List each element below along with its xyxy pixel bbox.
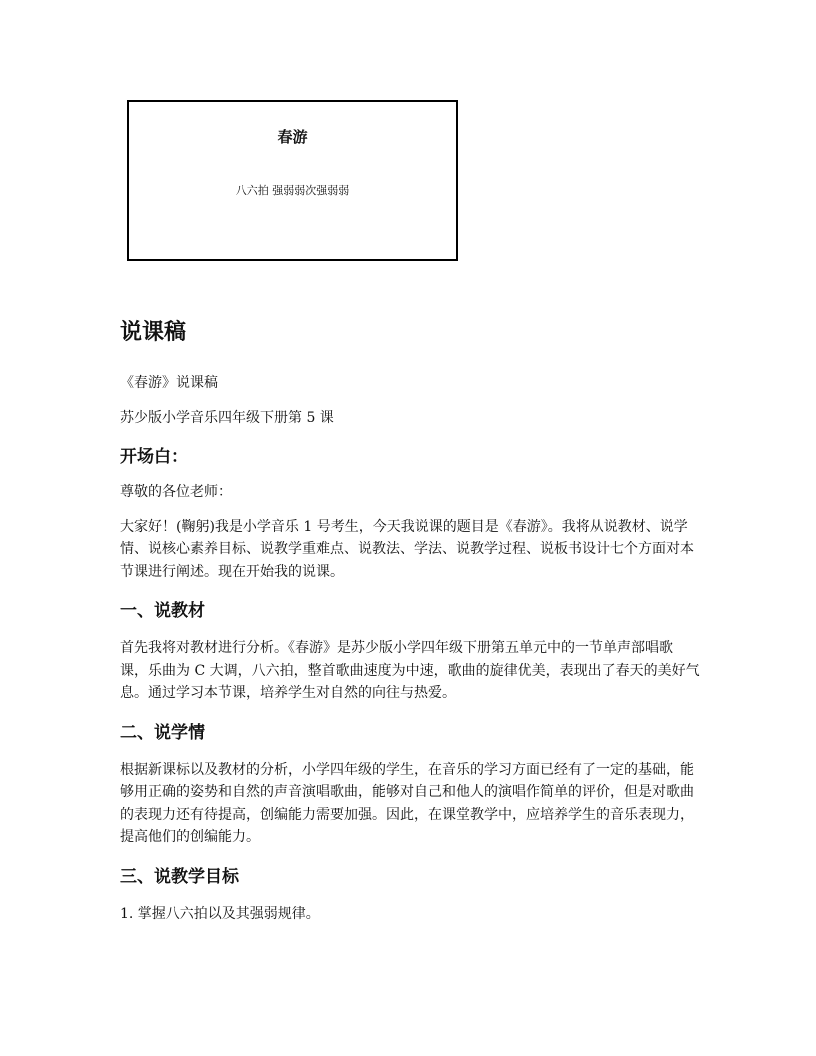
document-heading: 说课稿 <box>120 320 187 345</box>
section-2-paragraph: 根据新课标以及教材的分析，小学四年级的学生，在音乐的学习方面已经有了一定的基础，能够用正确的姿势和自然的声音演唱歌曲，能够对自己和他人的演唱作简单的评价，但是对歌曲的表现力还有待提高，创编能力需要加强。因此，在课堂教学中，应培养学生的音乐表现力，提高他们的创编能力。 <box>120 761 694 845</box>
meter-description: 八六拍 强弱弱次强弱弱 <box>235 184 350 197</box>
lesson-title-line: 《春游》说课稿 <box>120 375 218 391</box>
song-info-box <box>127 100 458 261</box>
intro-paragraph: 大家好！(鞠躬)我是小学音乐 1 号考生，今天我说课的题目是《春游》。我将从说教材、说学情、说核心素养目标、说教学重难点、说教法、学法、说教学过程、说板书设计七个方面对本节课进行阐述。现在开始我的说课。 <box>120 518 694 580</box>
section-1-paragraph: 首先我将对教材进行分析。《春游》是苏少版小学四年级下册第五单元中的一节单声部唱歌课，乐曲为 C 大调，八六拍，整首歌曲速度为中速，歌曲的旋律优美，表现出了春天的美好气息。通过学习本节课，培养学生对自然的向往与热爱。 <box>120 640 700 701</box>
greeting-line: 尊敬的各位老师： <box>120 484 232 500</box>
opening-heading: 开场白： <box>120 447 188 467</box>
section-3-heading: 三、说教学目标 <box>120 866 239 887</box>
document-body <box>120 316 700 937</box>
section-1-heading: 一、说教材 <box>120 601 205 621</box>
textbook-line: 苏少版小学音乐四年级下册第 5 课 <box>120 409 334 426</box>
objective-item-1: 1. 掌握八六拍以及其强弱规律。 <box>120 905 320 922</box>
section-2-heading: 二、说学情 <box>120 722 205 743</box>
song-title: 春游 <box>277 128 308 146</box>
